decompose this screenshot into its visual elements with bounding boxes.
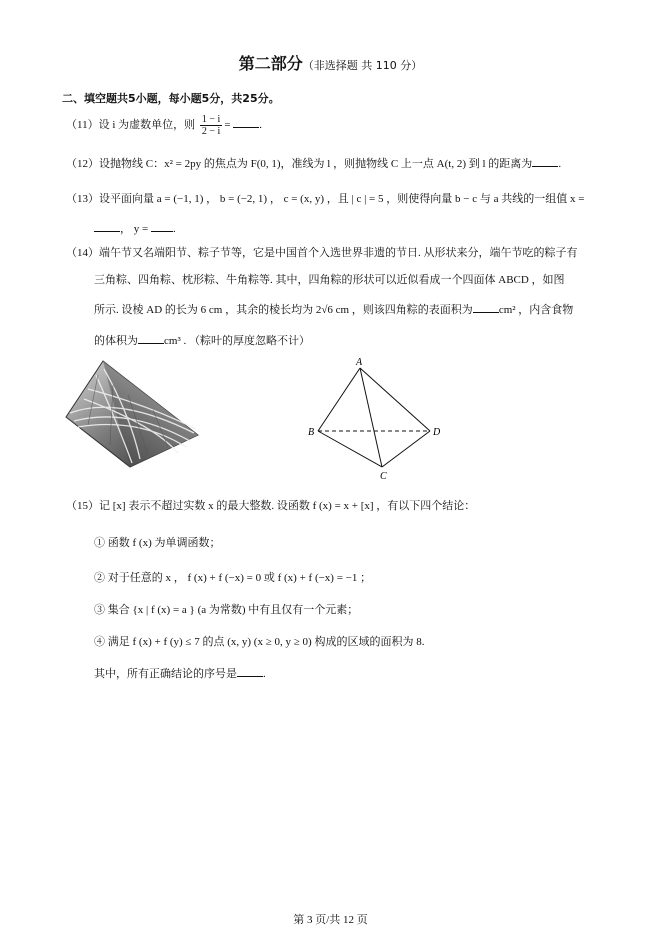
tetrahedron-diagram [300,355,440,485]
question-11 [66,114,262,137]
final-text: 其中，所有正确结论的序号是 [94,668,237,680]
answer-blank [233,117,259,128]
period: . [263,668,266,680]
edge-ab [318,368,360,431]
question-number: （15） [66,500,99,512]
line4-text: 的体积为 [94,335,138,347]
y-label: ， y = [120,223,151,235]
question-number: （12） [66,158,99,170]
question-14-line3 [94,302,573,318]
question-14-line1 [66,245,578,261]
question-number: （13） [66,193,99,205]
page-title [0,51,661,74]
question-text: 设 i 为虚数单位，则 [98,119,196,132]
question-text: 记 [x] 表示不超过实数 x 的最大整数. 设函数 f (x) = x + [x] ，有以下四个结论： [99,500,476,512]
period: . [172,223,176,235]
page-number: 第 3 页/共 12 页 [293,914,368,926]
conclusion-4: ④ 满足 f (x) + f (y) ≤ 7 的点 (x, y) (x ≥ 0, y ≥ 0) 构成的区域的面积为 8. [94,636,425,648]
question-text: 设抛物线 C：x² = 2py 的焦点为 F(0, 1)，准线为 l ，则抛物线 C 上一点 A(t, 2) 到 l 的距离为 [99,158,533,170]
question-15 [66,498,475,514]
title-main: 第二部分 [238,54,303,73]
fraction-numerator: 1 − i [201,114,221,125]
answer-blank-y [151,221,173,232]
question-14-line4 [94,333,310,349]
answer-blank [237,666,263,677]
question-14-line2: 三角粽、四角粽、枕形粽、牛角粽等. 其中，四角粽的形状可以近似看成一个四面体 ABCD ，如图 [94,274,565,286]
question-text: 设平面向量 a = (−1, 1) ， b = (−2, 1) ， c = (x, y) ，且 | c | = 5 ，则使得向量 b − c 与 a 共线的一组值 x = [99,193,585,205]
edge-ad [360,368,430,431]
question-number: （14） [66,247,99,259]
question-15-final [94,666,266,682]
answer-blank-volume [138,333,164,344]
vertex-label-a: A [356,357,363,368]
line3-unit: cm² ，内含食物 [498,304,574,316]
period: . [259,119,263,132]
fraction [200,114,222,137]
period: . [558,158,562,170]
answer-blank-x [94,221,120,232]
conclusion-1: ① 函数 f (x) 为单调函数； [94,537,221,549]
vertex-label-b: B [308,427,315,438]
fraction-denominator: 2 − i [201,126,221,137]
vertex-label-d: D [433,427,440,438]
conclusion-3: ③ 集合 {x | f (x) = a } (a 为常数) 中有且仅有一个元素； [94,604,359,616]
conclusion-2: ② 对于任意的 x ， f (x) + f (−x) = 0 或 f (x) + f (−x) = −1 ； [94,572,372,584]
question-13 [66,191,584,207]
edge-cd [382,431,430,467]
line4-unit: cm³ . （粽叶的厚度忽略不计） [164,335,310,347]
question-13-line2 [94,221,176,237]
answer-blank-area [473,302,499,313]
question-text: 端午节又名端阳节、粽子节等，它是中国首个入选世界非遗的节日. 从形状来分，端午节吃的粽子有 [99,247,578,259]
answer-blank [532,156,558,167]
section-heading: 二、填空题共5小题，每小题5分，共25分。 [62,92,280,105]
equals-sign: = [224,119,234,132]
edge-ac [360,368,382,467]
question-number: （11） [66,119,99,132]
edge-bc [318,431,382,467]
line3-text: 所示. 设棱 AD 的长为 6 cm ，其余的棱长均为 2√6 cm ，则该四角粽的表面积为 [94,304,473,316]
zongzi-image [58,355,208,485]
vertex-label-c: C [380,471,387,482]
question-12 [66,156,561,172]
title-subtitle: （非选择题 共 110 分） [302,59,423,72]
